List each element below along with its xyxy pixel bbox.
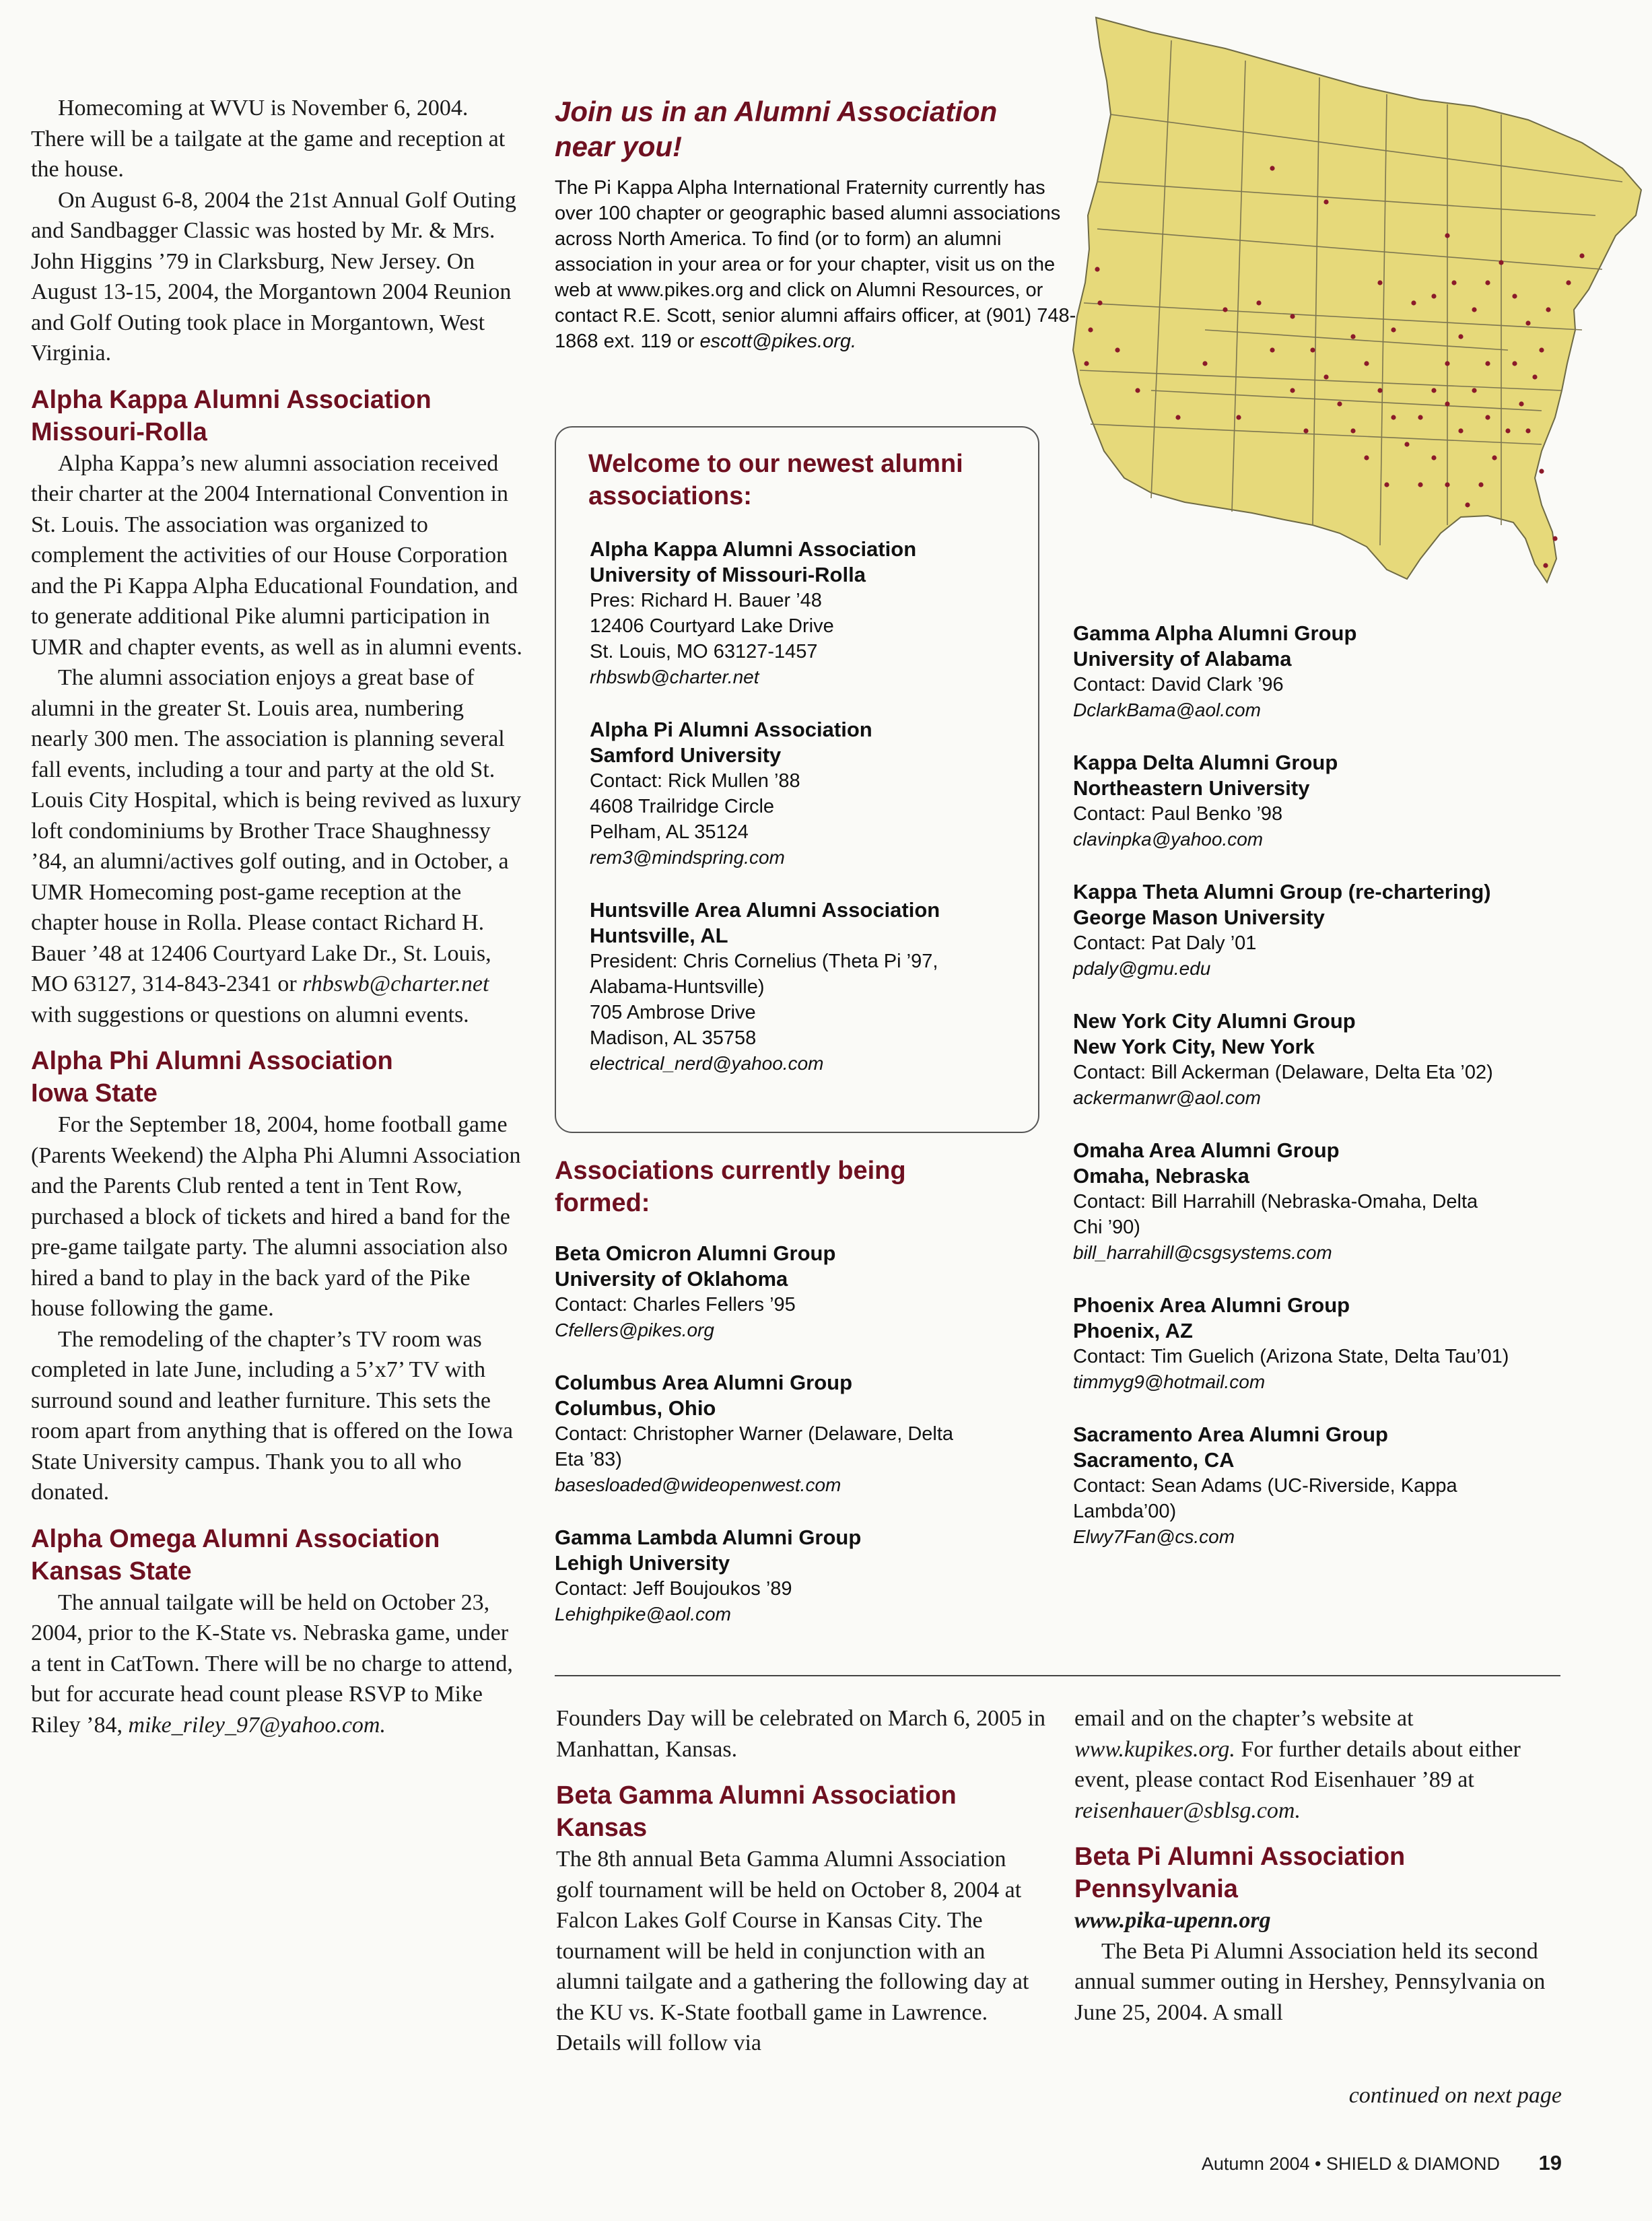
chapter-dot: [1445, 401, 1449, 406]
join-us-body: [555, 175, 1080, 354]
forming-entry-location: Sacramento, CA: [1073, 1448, 1235, 1472]
welcome-entries: [590, 537, 1022, 1077]
chapter-dot: [1525, 428, 1530, 433]
footer-page-number: 19: [1538, 2151, 1562, 2175]
forming-entry-contact-line: Contact: Paul Benko ’98: [1073, 803, 1283, 825]
forming-entry: [1073, 1293, 1639, 1395]
chapter-dot: [1350, 334, 1355, 339]
chapter-dot: [1236, 415, 1241, 419]
beta-gamma-heading: [556, 1779, 1047, 1844]
chapter-dot: [1445, 482, 1449, 487]
alpha-omega-heading-line2: Kansas State: [31, 1557, 192, 1585]
forming-entry-contact-line: Eta ’83): [555, 1449, 622, 1470]
chapter-dot: [1566, 280, 1571, 285]
chapter-dot: [1364, 361, 1369, 366]
welcome-title-line1: Welcome to our newest alumni: [588, 450, 963, 478]
beta-pi-url[interactable]: [1074, 1905, 1566, 1936]
forming-entry-location: University of Oklahoma: [555, 1267, 788, 1291]
continued-text-2: For further details about either event, please contact Rod Eisenhauer ’89 at: [1074, 1736, 1521, 1792]
forming-entry-email[interactable]: Elwy7Fan@cs.com: [1073, 1526, 1235, 1547]
forming-entry-email[interactable]: Cfellers@pikes.org: [555, 1320, 714, 1340]
chapter-dot: [1323, 199, 1328, 204]
chapter-dot: [1451, 280, 1456, 285]
chapter-dot: [1532, 374, 1537, 379]
welcome-entry: [590, 897, 1022, 1077]
chapter-dot: [1519, 401, 1523, 406]
chapter-dot: [1303, 428, 1308, 433]
forming-entry: [1073, 750, 1639, 852]
forming-entry-location: Lehigh University: [555, 1551, 730, 1575]
welcome-entry-name: Alpha Pi Alumni Association: [590, 718, 872, 741]
chapter-dot: [1391, 327, 1396, 332]
founders-day-paragraph: Founders Day will be celebrated on March 6, 2005 in Manhattan, Kansas.: [556, 1706, 1046, 1762]
chapter-dot: [1472, 388, 1476, 392]
forming-entry-email[interactable]: ackermanwr@aol.com: [1073, 1087, 1261, 1108]
beta-gamma-continued-paragraph: [1074, 1703, 1566, 1826]
welcome-box: [555, 426, 1039, 1133]
bottom-column-2: [556, 1703, 1047, 2059]
forming-entry-contact-line: Lambda’00): [1073, 1501, 1177, 1522]
forming-entry-location: University of Alabama: [1073, 647, 1292, 671]
chapter-dot: [1095, 267, 1099, 271]
continued-note-text: continued on next page: [1348, 2083, 1562, 2108]
beta-gamma-heading-line2: Kansas: [556, 1814, 648, 1842]
chapter-dot: [1445, 361, 1449, 366]
forming-list-b: [1073, 621, 1639, 1550]
intro-paragraph-1: Homecoming at WVU is November 6, 2004. There will be a tailgate at the game and reception at the house.: [31, 96, 506, 182]
chapter-dot: [1135, 388, 1140, 392]
chapter-dot: [1310, 347, 1315, 352]
chapter-dot: [1445, 233, 1449, 238]
forming-entry-contact-line: Contact: Charles Fellers ’95: [555, 1294, 796, 1315]
forming-entry-name: Beta Omicron Alumni Group: [555, 1241, 836, 1265]
forming-entry-name: Omaha Area Alumni Group: [1073, 1138, 1340, 1162]
forming-entry-email[interactable]: Lehighpike@aol.com: [555, 1604, 731, 1625]
chapter-dot: [1543, 563, 1548, 568]
forming-entry-email[interactable]: DclarkBama@aol.com: [1073, 699, 1261, 720]
chapter-dot: [1384, 482, 1389, 487]
footer-issue: Autumn 2004 • SHIELD & DIAMOND: [1201, 2154, 1500, 2174]
chapter-dot: [1115, 347, 1120, 352]
forming-entry-email[interactable]: timmyg9@hotmail.com: [1073, 1371, 1266, 1392]
welcome-entry-location: Huntsville, AL: [590, 924, 728, 947]
forming-entry-contact-line: Contact: Bill Ackerman (Delaware, Delta Eta ’02): [1073, 1062, 1493, 1083]
beta-pi-heading-line2: Pennsylvania: [1074, 1875, 1238, 1903]
forming-entry: [1073, 1138, 1639, 1266]
welcome-entry-contact-line: Alabama-Huntsville): [590, 976, 765, 998]
welcome-title: [588, 448, 1022, 512]
chapter-dot: [1546, 307, 1550, 312]
page-footer: [1050, 2151, 1562, 2175]
forming-entry-location: George Mason University: [1073, 906, 1325, 929]
chapter-dot: [1539, 347, 1544, 352]
forming-entry-location: Northeastern University: [1073, 776, 1310, 800]
chapter-dot: [1485, 415, 1490, 419]
alpha-omega-paragraph-text: The annual tailgate will be held on October 23, 2004, prior to the K-State vs. Nebraska game, under a tent in CatTown. There will be no charge to attend, but for accurate head count please RSVP to Mike Riley ’84,: [31, 1590, 513, 1738]
chapter-dot: [1465, 502, 1470, 507]
alpha-phi-heading-line2: Iowa State: [31, 1079, 158, 1107]
welcome-entry-contact-line: Pres: Richard H. Bauer ’48: [590, 590, 822, 611]
chapter-dot: [1458, 428, 1463, 433]
alpha-phi-heading-line1: Alpha Phi Alumni Association: [31, 1047, 393, 1075]
forming-entry-contact-line: Contact: Christopher Warner (Delaware, Delta: [555, 1423, 954, 1445]
forming-list-a: [555, 1241, 1053, 1627]
forming-entry-contact-line: Contact: Tim Guelich (Arizona State, Delta Tau’01): [1073, 1346, 1509, 1367]
forming-entry: [555, 1241, 1053, 1343]
forming-entry-location: Columbus, Ohio: [555, 1396, 716, 1420]
alpha-kappa-paragraph-2: [31, 662, 522, 1030]
forming-entry: [1073, 621, 1639, 723]
alpha-kappa-paragraph-1: Alpha Kappa’s new alumni association received their charter at the 2004 International Convention in St. Louis. The association was organized to complement the activities of our House Corporation and the Pi Kappa Alpha Educational Foundation, and to generate additional Pike alumni participation in UMR and chapter events, as well as in alumni events.: [31, 450, 522, 660]
forming-entry-name: New York City Alumni Group: [1073, 1009, 1356, 1033]
join-us-title: [555, 94, 1080, 164]
chapter-dot: [1472, 307, 1476, 312]
alpha-omega-email[interactable]: mike_riley_97@yahoo.com.: [128, 1712, 386, 1738]
chapter-dot: [1202, 361, 1207, 366]
forming-entry-name: Phoenix Area Alumni Group: [1073, 1293, 1350, 1317]
welcome-entry-location: Samford University: [590, 743, 782, 767]
join-us-email[interactable]: escott@pikes.org.: [699, 331, 857, 352]
forming-entry-location: New York City, New York: [1073, 1035, 1315, 1058]
chapter-dot: [1431, 294, 1436, 298]
chapter-dot: [1492, 455, 1496, 460]
welcome-entry-contact-line: Madison, AL 35758: [590, 1027, 757, 1049]
chapter-dot: [1084, 361, 1089, 366]
chapter-dot: [1418, 415, 1422, 419]
chapter-dot: [1097, 300, 1102, 305]
forming-entry-location: Phoenix, AZ: [1073, 1319, 1193, 1342]
beta-gamma-paragraph: The 8th annual Beta Gamma Alumni Association golf tournament will be held on October 8, 2004 at Falcon Lakes Golf Course in Kansas City. The tournament will be held in conjunction with an alumni tailgate and a gathering the following day at the KU vs. K-State football game in Lawrence. Details will follow via: [556, 1847, 1029, 2055]
beta-pi-paragraph: The Beta Pi Alumni Association held its second annual summer outing in Hershey, Pennsylvania on June 25, 2004. A small: [1074, 1938, 1546, 2025]
chapter-dot: [1350, 428, 1355, 433]
chapter-dot: [1377, 388, 1382, 392]
forming-entry-name: Kappa Theta Alumni Group (re-chartering): [1073, 880, 1491, 903]
forming-title-line2: formed:: [555, 1189, 650, 1217]
alpha-phi-paragraph-1: For the September 18, 2004, home football game (Parents Weekend) the Alpha Phi Alumni Association and the Parents Club rented a tent in Tent Row, purchased a block of tickets and hired a band for the pre-game tailgate party. The alumni association also hired a band to play in the back yard of the Pike house following the game.: [31, 1112, 521, 1321]
chapter-dot: [1505, 428, 1510, 433]
chapter-dot: [1512, 294, 1517, 298]
chapter-dot: [1377, 280, 1382, 285]
continued-text-1: email and on the chapter’s website at: [1074, 1706, 1414, 1731]
chapter-dot: [1478, 482, 1483, 487]
chapter-dot: [1364, 455, 1369, 460]
forming-entry-contact-line: Contact: Bill Harrahill (Nebraska-Omaha, Delta: [1073, 1191, 1478, 1212]
forming-entry-name: Gamma Alpha Alumni Group: [1073, 621, 1357, 645]
north-america-map: [1070, 13, 1652, 599]
forming-entry: [555, 1370, 1053, 1498]
alpha-kappa-email[interactable]: rhbswb@charter.net: [302, 971, 489, 996]
forming-entry-contact-line: Contact: Jeff Boujoukos ’89: [555, 1578, 792, 1600]
chapter-dot: [1411, 300, 1416, 305]
beta-pi-heading-line1: Beta Pi Alumni Association: [1074, 1843, 1406, 1871]
alpha-phi-paragraph-2: The remodeling of the chapter’s TV room was completed in late June, including a 5’x7’ TV with surround sound and leather furniture. This sets the room apart from anything that is offered on the Iowa State University campus. Thank you to all who donated.: [31, 1326, 513, 1505]
welcome-entry-location: University of Missouri-Rolla: [590, 563, 866, 586]
chapter-dot: [1404, 442, 1409, 446]
alpha-omega-heading-line1: Alpha Omega Alumni Association: [31, 1524, 440, 1553]
chapter-dot: [1175, 415, 1180, 419]
bottom-column-3: [1074, 1703, 1566, 2028]
welcome-entry-contact-line: Contact: Rick Mullen ’88: [590, 770, 800, 792]
join-us-block: [555, 94, 1080, 354]
forming-entry-email[interactable]: basesloaded@wideopenwest.com: [555, 1474, 841, 1495]
chapter-dot: [1223, 307, 1227, 312]
alpha-kappa-paragraph-2-text: The alumni association enjoys a great base of alumni in the greater St. Louis area, numbering nearly 300 men. The association is planning several fall events, including a tour and party at the old St. Louis City Hospital, which is being revived as luxury loft condominiums by Brother Trace Shaughnessy ’84, an alumni/actives golf outing, and in October, a UMR Homecoming post-game reception at the chapter house in Rolla. Please contact Richard H. Bauer ’48 at 12406 Courtyard Lake Dr., St. Louis, MO 63127, 314-843-2341 or: [31, 665, 522, 996]
join-us-title-line1: Join us in an Alumni Association: [555, 96, 998, 127]
chapter-dot: [1512, 361, 1517, 366]
left-column: [31, 93, 522, 1740]
forming-entry-name: Sacramento Area Alumni Group: [1073, 1423, 1388, 1446]
forming-entry-contact-line: Contact: David Clark ’96: [1073, 674, 1284, 695]
chapter-dot: [1088, 327, 1093, 332]
forming-title: [555, 1155, 1053, 1219]
chapter-dot: [1418, 482, 1422, 487]
chapter-dot: [1270, 347, 1274, 352]
welcome-entry: [590, 717, 1022, 870]
welcome-entry-contact-line: 705 Ambrose Drive: [590, 1002, 756, 1023]
chapter-dot: [1256, 300, 1261, 305]
chapter-dot: [1290, 388, 1295, 392]
chapter-dot: [1579, 253, 1584, 258]
alpha-omega-paragraph: [31, 1587, 522, 1741]
welcome-entry-contact-line: St. Louis, MO 63127-1457: [590, 641, 818, 662]
map-svg: [1070, 13, 1652, 599]
welcome-entry-email[interactable]: rhbswb@charter.net: [590, 667, 759, 687]
chapter-dot: [1499, 260, 1503, 265]
map-landmass: [1073, 18, 1641, 582]
forming-section: [555, 1155, 1053, 1654]
beta-pi-heading: [1074, 1841, 1566, 1905]
intro-paragraph-2: On August 6-8, 2004 the 21st Annual Golf Outing and Sandbagger Classic was hosted by Mr. & Mrs. John Higgins ’79 in Clarksburg, New Jersey. On August 13-15, 2004, the Morgantown 2004 Reunion and Golf Outing took place in Morgantown, West Virginia.: [31, 187, 516, 366]
welcome-entry-name: Alpha Kappa Alumni Association: [590, 537, 917, 561]
alpha-omega-heading: [31, 1523, 522, 1587]
forming-entry-contact-line: Chi ’90): [1073, 1217, 1140, 1238]
chapter-dot: [1525, 320, 1530, 325]
forming-entry-name: Columbus Area Alumni Group: [555, 1371, 853, 1394]
forming-entry-email[interactable]: bill_harrahill@csgsystems.com: [1073, 1242, 1332, 1263]
welcome-entry-email[interactable]: rem3@mindspring.com: [590, 847, 785, 868]
welcome-entry-email[interactable]: electrical_nerd@yahoo.com: [590, 1053, 824, 1074]
welcome-entry-contact-line: Pelham, AL 35124: [590, 821, 749, 843]
alpha-kappa-heading-line2: Missouri-Rolla: [31, 417, 207, 446]
welcome-entry-name: Huntsville Area Alumni Association: [590, 898, 940, 922]
forming-entry-contact-line: Contact: Sean Adams (UC-Riverside, Kappa: [1073, 1475, 1457, 1497]
chapter-dot: [1431, 455, 1436, 460]
eisenhauer-email[interactable]: reisenhauer@sblsg.com.: [1074, 1798, 1301, 1823]
chapter-dot: [1323, 374, 1328, 379]
kupikes-link[interactable]: www.kupikes.org.: [1074, 1736, 1235, 1762]
welcome-title-line2: associations:: [588, 482, 752, 510]
forming-entry-name: Gamma Lambda Alumni Group: [555, 1526, 862, 1549]
forming-entry-email[interactable]: clavinpka@yahoo.com: [1073, 829, 1264, 850]
chapter-dot: [1391, 415, 1396, 419]
welcome-entry-contact-line: 4608 Trailridge Circle: [590, 796, 775, 817]
forming-entry: [555, 1525, 1053, 1627]
alpha-kappa-heading: [31, 384, 522, 448]
chapter-dot: [1485, 361, 1490, 366]
chapter-dot: [1552, 536, 1557, 541]
forming-title-line1: Associations currently being: [555, 1157, 906, 1185]
alpha-phi-heading: [31, 1045, 522, 1109]
forming-entry-location: Omaha, Nebraska: [1073, 1164, 1249, 1188]
chapter-dot: [1458, 334, 1463, 339]
alpha-kappa-heading-line1: Alpha Kappa Alumni Association: [31, 385, 432, 414]
beta-gamma-heading-line1: Beta Gamma Alumni Association: [556, 1781, 957, 1810]
welcome-entry: [590, 537, 1022, 690]
welcome-entry-contact-line: 12406 Courtyard Lake Drive: [590, 615, 834, 637]
chapter-dot: [1337, 401, 1342, 406]
forming-list-b-wrap: [1073, 621, 1639, 1577]
beta-pi-url-text[interactable]: www.pika-upenn.org: [1074, 1908, 1271, 1933]
forming-entry: [1073, 1009, 1639, 1111]
join-us-title-line2: near you!: [555, 131, 683, 162]
chapter-dot: [1485, 280, 1490, 285]
alpha-kappa-paragraph-2-end: with suggestions or questions on alumni events.: [31, 1002, 469, 1027]
chapter-dot: [1539, 469, 1544, 473]
welcome-entry-contact-line: President: Chris Cornelius (Theta Pi ’97,: [590, 951, 938, 972]
section-divider: [555, 1675, 1560, 1676]
join-us-body-text: The Pi Kappa Alpha International Fraternity currently has over 100 chapter or geographic based alumni associations across North America. To find (or to form) an alumni association in your area or for your chapter, visit us on the web at www.pikes.org and click on Alumni Resources, or contact R.E. Scott, senior alumni affairs officer, at (901) 748-1868 ext. 119 or: [555, 177, 1076, 352]
chapter-dot: [1270, 166, 1274, 170]
continued-note: [1074, 2080, 1562, 2111]
chapter-dot: [1431, 388, 1436, 392]
forming-entry: [1073, 1422, 1639, 1550]
forming-entry-name: Kappa Delta Alumni Group: [1073, 751, 1338, 774]
forming-entry-contact-line: Contact: Pat Daly ’01: [1073, 932, 1257, 954]
forming-entry-email[interactable]: pdaly@gmu.edu: [1073, 958, 1211, 979]
forming-entry: [1073, 879, 1639, 982]
chapter-dot: [1290, 314, 1295, 318]
